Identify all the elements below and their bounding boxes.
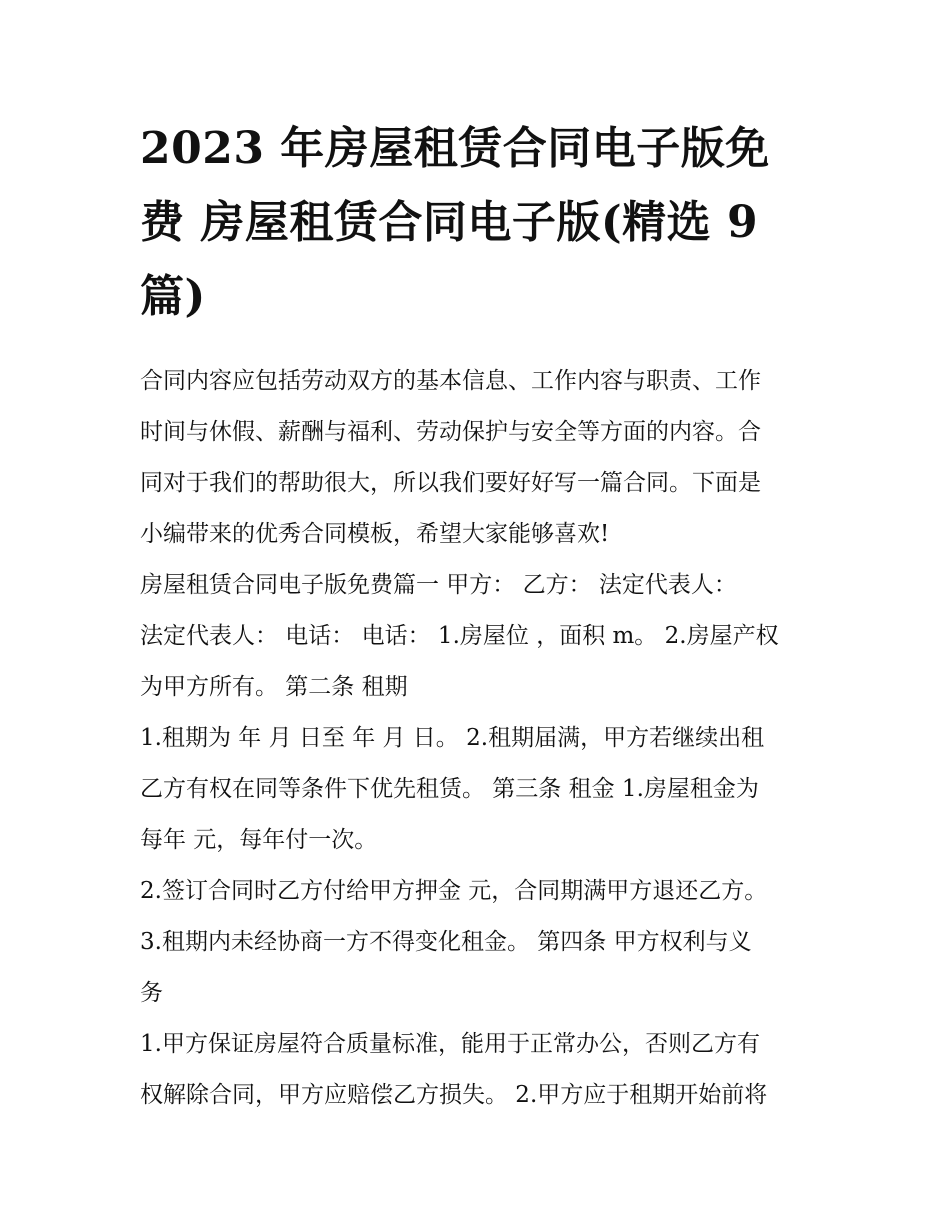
body-line: 乙方有权在同等条件下优先租赁。 第三条 租金 1.房屋租金为 xyxy=(140,776,759,802)
title-line: 2023 年房屋租赁合同电子版免 xyxy=(140,123,770,174)
body-line: 务 xyxy=(140,980,163,1006)
body-line: 同对于我们的帮助很大，所以我们要好好写一篇合同。下面是 xyxy=(140,470,761,496)
body-line: 2.签订合同时乙方付给甲方押金 元，合同期满甲方退还乙方。 xyxy=(140,878,768,904)
body-line: 1.租期为 年 月 日至 年 月 日。 2.租期届满，甲方若继续出租 xyxy=(140,725,765,751)
body-line: 权解除合同，甲方应赔偿乙方损失。 2.甲方应于租期开始前将 xyxy=(140,1082,768,1108)
document-title xyxy=(140,112,820,334)
body-line: 1.甲方保证房屋符合质量标准，能用于正常办公，否则乙方有 xyxy=(140,1031,760,1057)
title-line: 费 房屋租赁合同电子版(精选 9 xyxy=(140,197,759,248)
body-line: 房屋租赁合同电子版免费篇一 甲方： 乙方： 法定代表人： xyxy=(140,572,737,598)
body-line: 时间与休假、薪酬与福利、劳动保护与安全等方面的内容。合 xyxy=(140,419,761,445)
body-line: 法定代表人： 电话： 电话： 1.房屋位 ，面积 m。 2.房屋产权 xyxy=(140,623,779,649)
document-body xyxy=(140,356,830,1121)
body-line: 每年 元，每年付一次。 xyxy=(140,827,378,853)
title-line: 篇) xyxy=(140,271,206,322)
body-line: 小编带来的优秀合同模板，希望大家能够喜欢! xyxy=(140,521,610,547)
body-line: 为甲方所有。 第二条 租期 xyxy=(140,674,408,700)
body-line: 合同内容应包括劳动双方的基本信息、工作内容与职责、工作 xyxy=(140,368,761,394)
body-line: 3.租期内未经协商一方不得变化租金。 第四条 甲方权利与义 xyxy=(140,929,752,955)
